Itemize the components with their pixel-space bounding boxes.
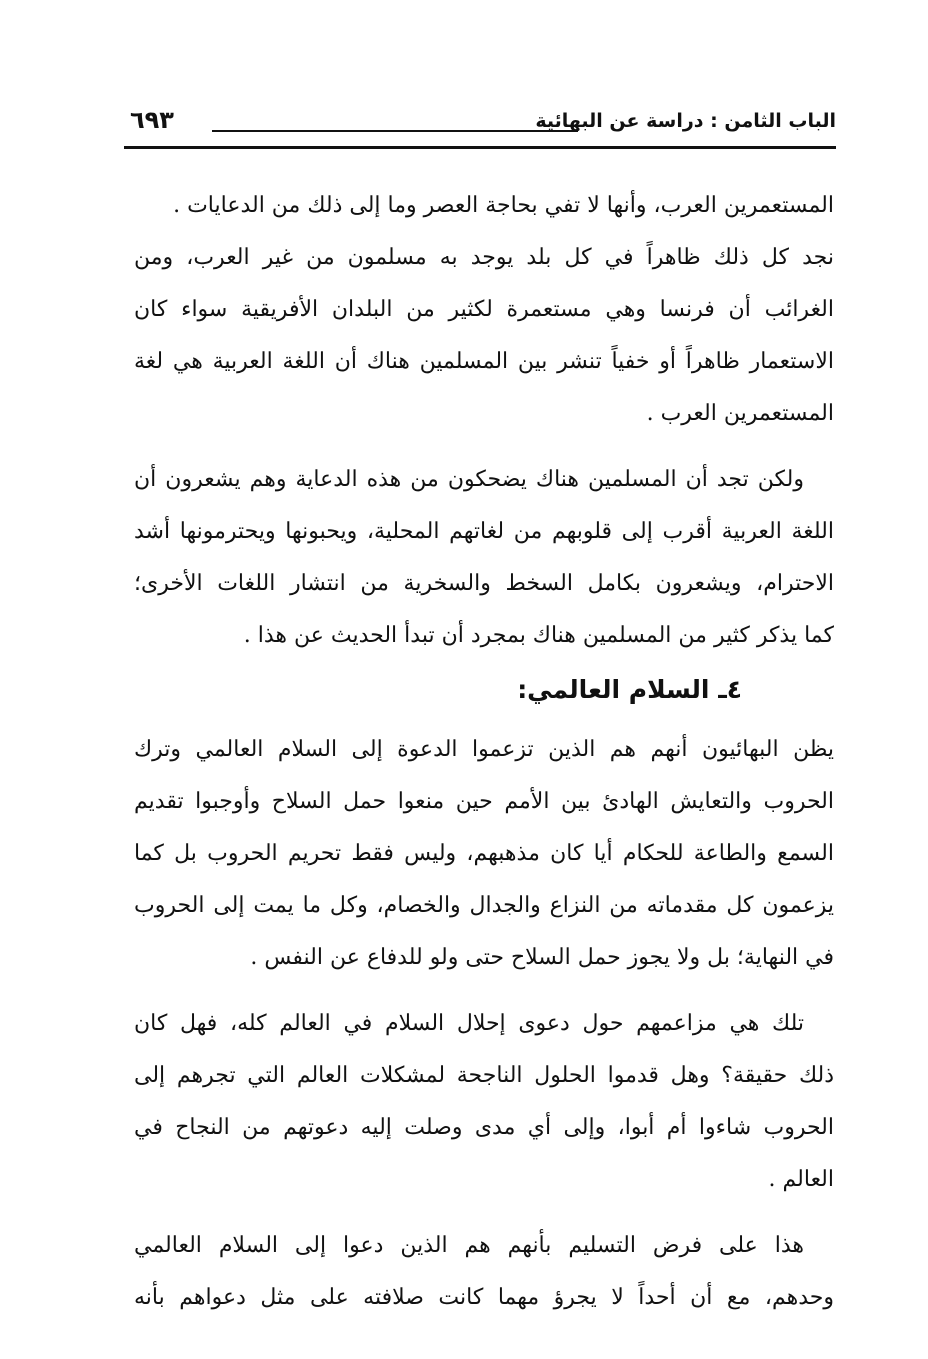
text-line: الحروب والتعايش الهادئ بين الأمم حين منعوا حمل السلاح وأوجبوا تقديم	[134, 789, 834, 814]
text-line: في النهاية؛ بل ولا يجوز حمل السلاح حتى ولو للدفاع عن النفس .	[250, 945, 834, 970]
text-line: نجد كل ذلك ظاهراً في كل بلد يوجد به مسلمون من غير العرب، ومن	[134, 245, 834, 270]
text-line: المستعمرين العرب .	[646, 401, 834, 426]
text-line: اللغة العربية أقرب إلى قلوبهم من لغاتهم المحلية، ويحبونها ويحترمونها أشد	[134, 519, 834, 544]
header-dash-line	[212, 130, 578, 132]
section-heading: ٤ـ السلام العالمي:	[517, 675, 742, 704]
header-rule	[124, 146, 836, 149]
text-line: كما يذكر كثير من المسلمين هناك بمجرد أن تبدأ الحديث عن هذا .	[243, 623, 834, 648]
body-text	[134, 180, 834, 1324]
running-title: الباب الثامن : دراسة عن البهائية	[535, 110, 836, 132]
text-line: وحدهم، مع أن أحداً لا يجرؤ مهما كانت صلافته على مثل دعواهم بأنه	[134, 1285, 834, 1310]
paragraph-gap	[134, 984, 834, 998]
text-line: ولكن تجد أن المسلمين هناك يضحكون من هذه الدعاية وهم يشعرون أن	[134, 467, 804, 492]
text-line: العالم .	[768, 1167, 834, 1192]
text-line: يزعمون كل مقدماته من النزاع والجدال والخصام، وكل ما يمت إلى الحروب	[134, 893, 834, 918]
text-line: المستعمرين العرب، وأنها لا تفي بحاجة العصر وما إلى ذلك من الدعايات .	[173, 193, 834, 218]
text-line: تلك هي مزاعمهم حول دعوى إحلال السلام في العالم كله، فهل كان	[134, 1011, 804, 1036]
text-line: الحروب شاءوا أم أبوا، وإلى أي مدى وصلت إليه دعوتهم من النجاح في	[134, 1115, 834, 1140]
paragraph-gap	[134, 440, 834, 454]
paragraph-gap	[134, 1206, 834, 1220]
text-line: السمع والطاعة للحكام أيا كان مذهبهم، وليس فقط تحريم الحروب بل كما	[134, 841, 834, 866]
text-line: هذا على فرض التسليم بأنهم هم الذين دعوا إلى السلام العالمي	[134, 1233, 804, 1258]
page-number: ٦٩٣	[130, 106, 174, 134]
text-line: يظن البهائيون أنهم هم الذين تزعموا الدعوة إلى السلام العالمي وترك	[134, 737, 834, 762]
text-line: ذلك حقيقة؟ وهل قدموا الحلول الناجحة لمشكلات العالم التي تجرهم إلى	[134, 1063, 834, 1088]
page-header	[124, 104, 836, 152]
text-line: الغرائب أن فرنسا وهي مستعمرة لكثير من البلدان الأفريقية سواء كان	[134, 297, 834, 322]
text-line: الاحترام، ويشعرون بكامل السخط والسخرية من انتشار اللغات الأخرى؛	[134, 571, 834, 596]
text-line: الاستعمار ظاهراً أو خفياً تنشر بين المسلمين هناك أن اللغة العربية هي لغة	[134, 349, 834, 374]
